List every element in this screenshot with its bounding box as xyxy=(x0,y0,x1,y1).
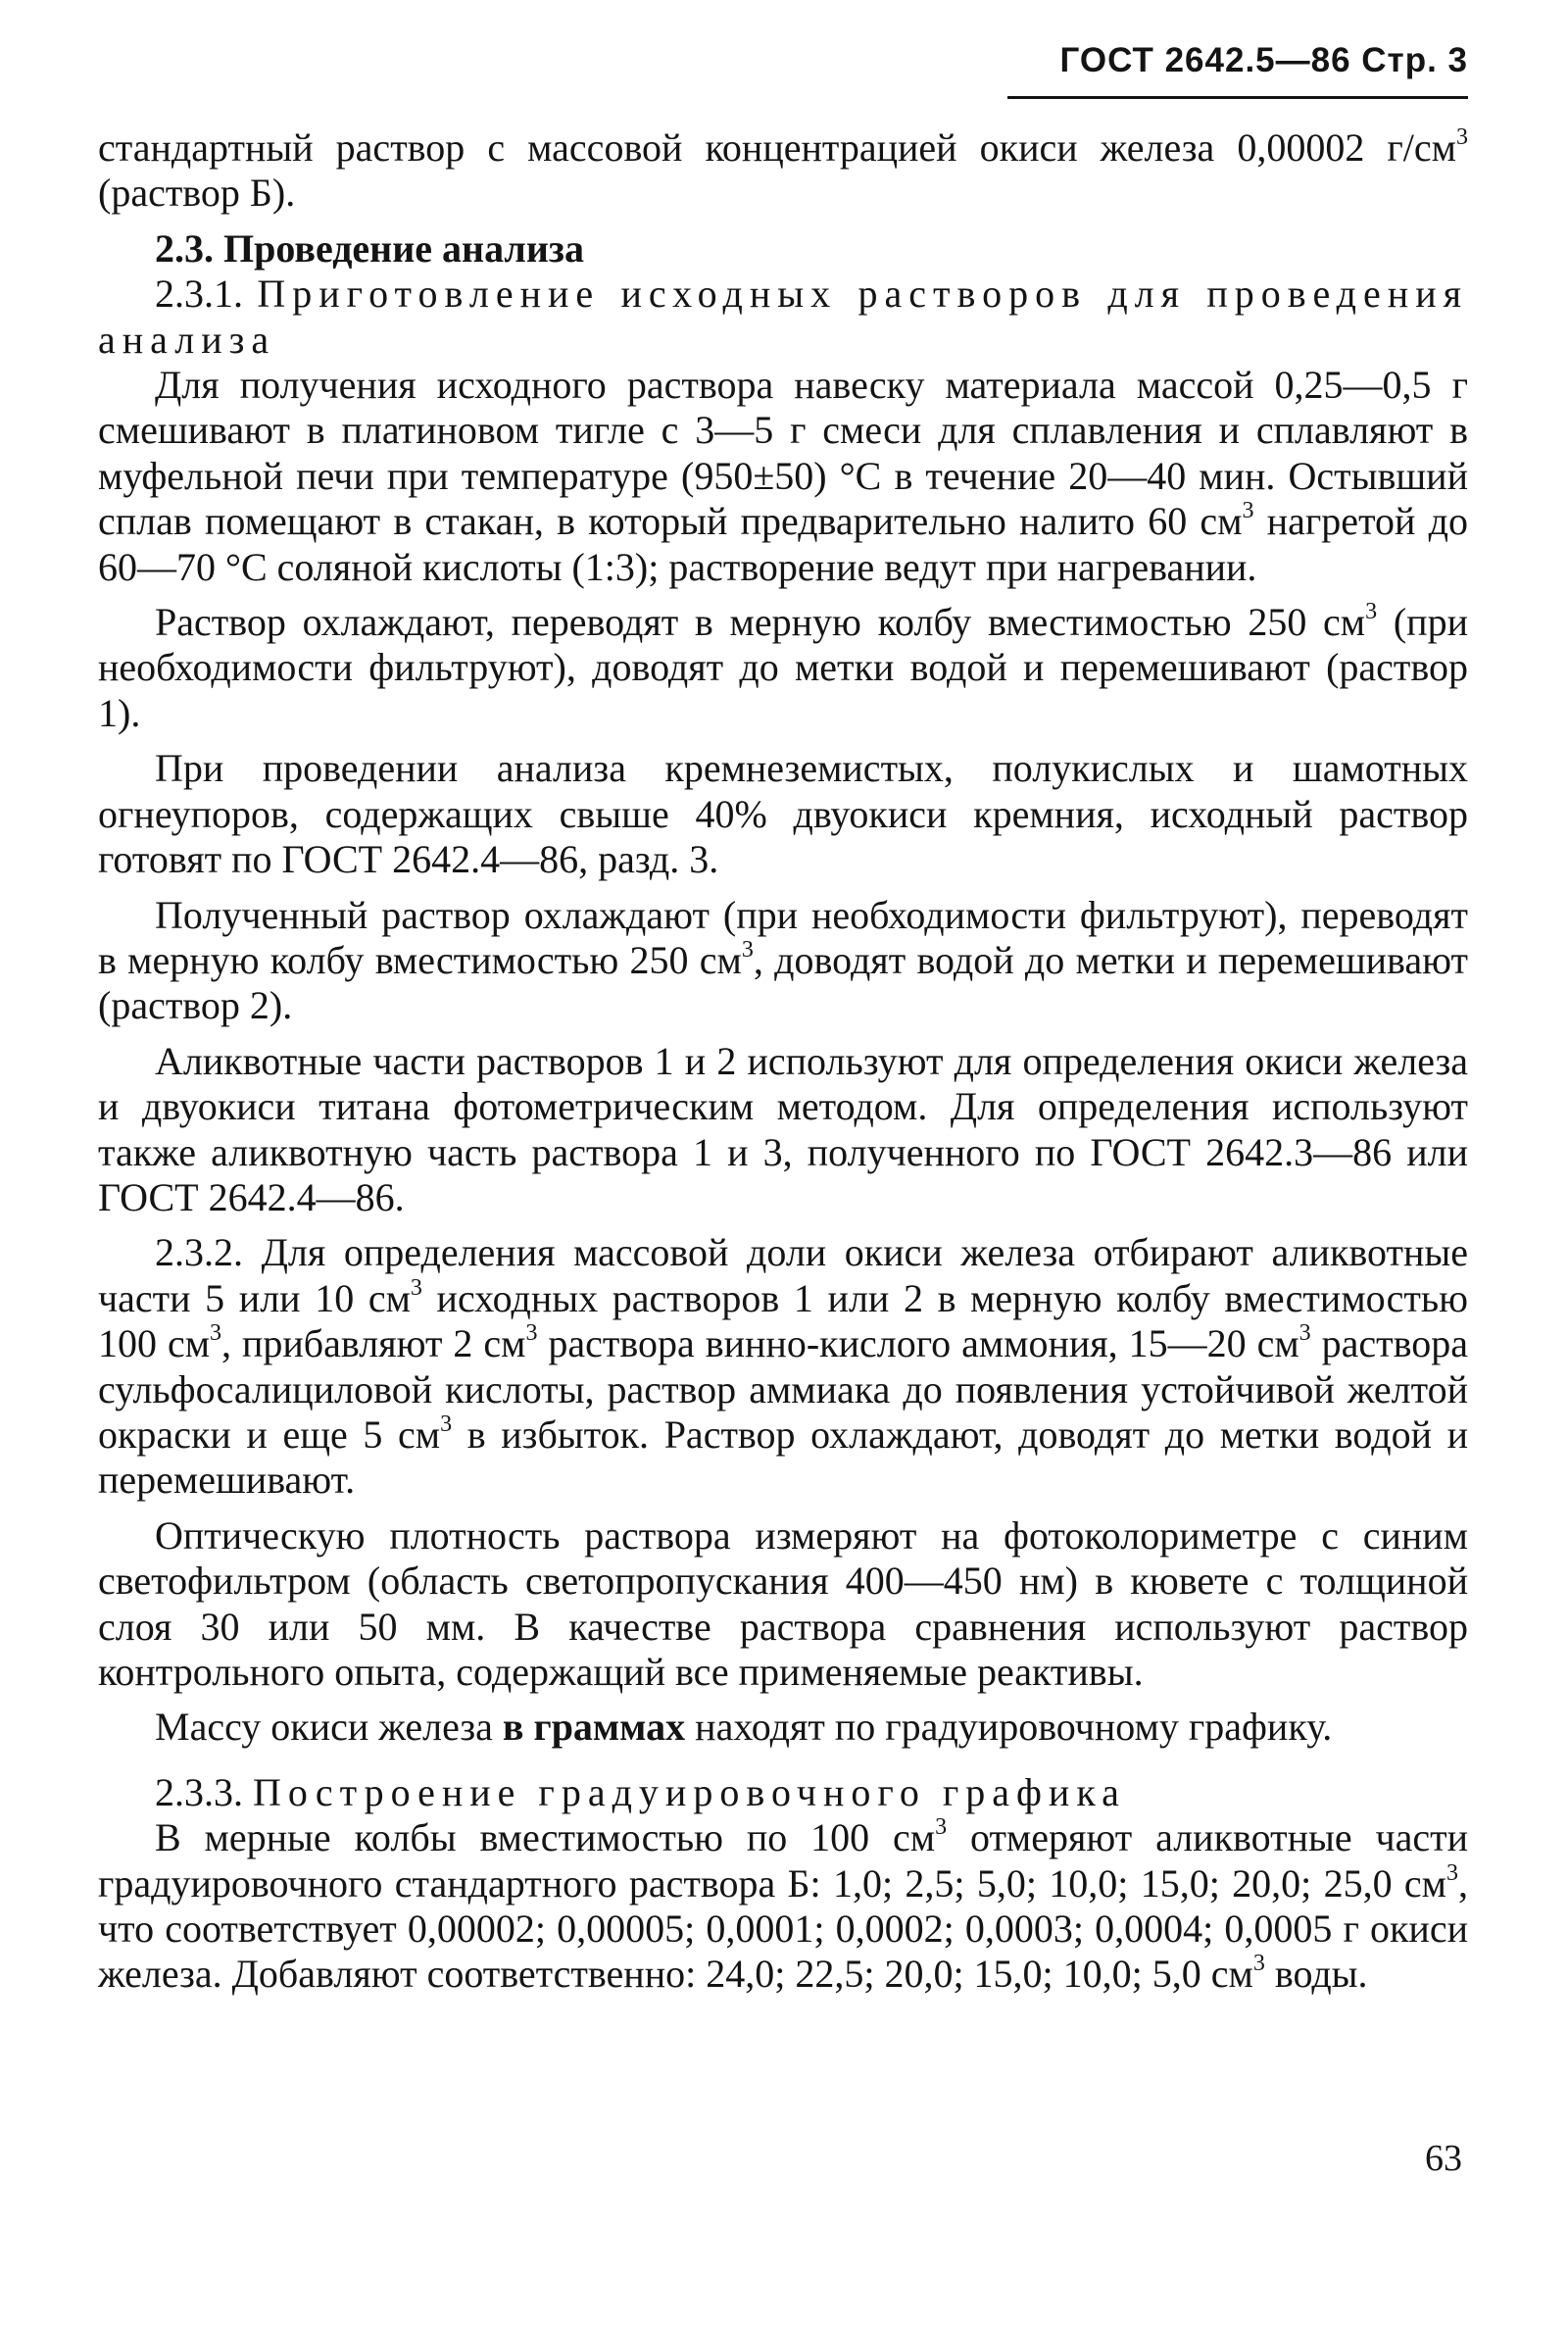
text-run: 2.3.2. Для определения массовой доли окиси железа отбирают аликвотные части 5 или 10 см xyxy=(98,1230,1468,1320)
text-run: нагретой до 60—70 °С соляной кислоты (1:3); растворение ведут при нагревании. xyxy=(98,499,1469,589)
superscript: 3 xyxy=(1298,1320,1311,1347)
superscript: 3 xyxy=(935,1814,948,1841)
header-title: ГОСТ 2642.5—86 Стр. 3 xyxy=(1059,41,1468,79)
text-run: , что соответствует 0,00002; 0,00005; 0,0001; 0,0002; 0,0003; 0,0004; 0,0005 г окиси железа. Добавляют соответственно: 24,0; 22,5; 20,0; 15,0; 10,0; 5,0 см xyxy=(98,1860,1468,1997)
text-run: исходных растворов 1 или 2 в мерную колбу вместимостью 100 см xyxy=(98,1275,1468,1366)
paragraph-optical-density: Оптическую плотность раствора измеряют на фотоколориметре с синим светофильтром (область светопропускания 400—450 нм) в кювете с толщиной слоя 30 или 50 мм. В качестве раствора сравнения используют раствор контрольного опыта, содержащий все применяемые реактивы. xyxy=(98,1512,1468,1694)
superscript: 3 xyxy=(440,1411,453,1437)
paragraph-solution-1 xyxy=(98,600,1468,736)
text-run: в избыток. Раствор охлаждают, доводят до метки водой и перемешивают. xyxy=(98,1411,1469,1503)
text-run: Раствор охлаждают, переводят в мерную колбу вместимостью 250 см xyxy=(155,600,1366,645)
text-run-bold: в граммах xyxy=(502,1705,686,1750)
header-rule xyxy=(1007,96,1468,99)
superscript: 3 xyxy=(1446,1859,1458,1886)
page-body xyxy=(98,125,1468,1998)
section-2-3-1-heading xyxy=(98,272,1468,363)
page-number: 63 xyxy=(1425,2138,1462,2179)
superscript: 3 xyxy=(1242,498,1254,524)
text-run: , доводят водой до метки и перемешивают (раствор 2). xyxy=(98,937,1469,1028)
text-run: воды. xyxy=(1264,1952,1368,1997)
superscript: 3 xyxy=(1252,1951,1265,1977)
text-run: Для получения исходного раствора навеску материала массой 0,25—0,5 г смешивают в платиновом тигле с 3—5 г смеси для сплавления и сплавляют в муфельной печи при температуре (950±50) °С в течение 20—40 мин. Остывший сплав помещают в стакан, в который предварительно налито 60 см xyxy=(98,363,1468,544)
paragraph-calibration xyxy=(98,1815,1468,1998)
text-run: (раствор Б). xyxy=(98,171,296,216)
section-2-3-heading: 2.3. Проведение анализа xyxy=(155,225,584,271)
paragraph-solution-2 xyxy=(98,893,1468,1029)
paragraph-2-3-2 xyxy=(98,1230,1468,1503)
superscript: 3 xyxy=(1365,599,1378,625)
superscript: 3 xyxy=(741,936,754,963)
page-header xyxy=(98,41,1468,106)
text-run: Массу окиси железа xyxy=(155,1705,503,1750)
superscript: 3 xyxy=(525,1320,538,1347)
paragraph-refractories: При проведении анализа кремнеземистых, полукислых и шамотных огнеупоров, содержащих свыше 40% двуокиси кремния, исходный раствор готовят по ГОСТ 2642.4—86, разд. 3. xyxy=(98,746,1468,882)
section-number: 2.3.1. xyxy=(155,272,258,317)
text-run: (при необходимости фильтруют), доводят до метки водой и перемешивают (раствор 1). xyxy=(98,600,1468,735)
text-run: находят по градуировочному графику. xyxy=(685,1705,1333,1750)
text-run: , прибавляют 2 см xyxy=(221,1321,526,1366)
superscript: 3 xyxy=(210,1320,222,1347)
paragraph-mass-iron-oxide xyxy=(98,1705,1468,1750)
text-run: стандартный раствор с массовой концентрацией окиси железа 0,00002 г/см xyxy=(98,125,1456,170)
section-number: 2.3.3. xyxy=(155,1769,253,1814)
paragraph-solution-b xyxy=(98,125,1468,217)
text-run: отмеряют аликвотные части градуировочного стандартного раствора Б: 1,0; 2,5; 5,0; 10,0; 15,0; 20,0; 25,0 см xyxy=(98,1815,1468,1906)
section-title: Построение градуировочного графика xyxy=(253,1769,1126,1814)
section-2-3-3-heading xyxy=(98,1770,1468,1815)
superscript: 3 xyxy=(1456,124,1468,150)
text-run: Полученный раствор охлаждают (при необходимости фильтруют), переводят в мерную колбу вместимостью 250 см xyxy=(98,892,1468,982)
paragraph-aliquots: Аликвотные части растворов 1 и 2 используют для определения окиси железа и двуокиси титана фотометрическим методом. Для определения используют также аликвотную часть раствора 1 и 3, полученного по ГОСТ 2642.3—86 или ГОСТ 2642.4—86. xyxy=(98,1038,1468,1219)
superscript: 3 xyxy=(410,1274,422,1301)
text-run: раствора винно-кислого аммония, 15—20 см xyxy=(537,1321,1299,1366)
text-run: раствора сульфосалициловой кислоты, раствор аммиака до появления устойчивой желтой окраски и еще 5 см xyxy=(98,1321,1468,1457)
paragraph-fusion xyxy=(98,363,1468,590)
section-title: Приготовление исходных растворов для проведения анализа xyxy=(98,272,1468,362)
text-run: В мерные колбы вместимостью по 100 см xyxy=(155,1815,936,1860)
